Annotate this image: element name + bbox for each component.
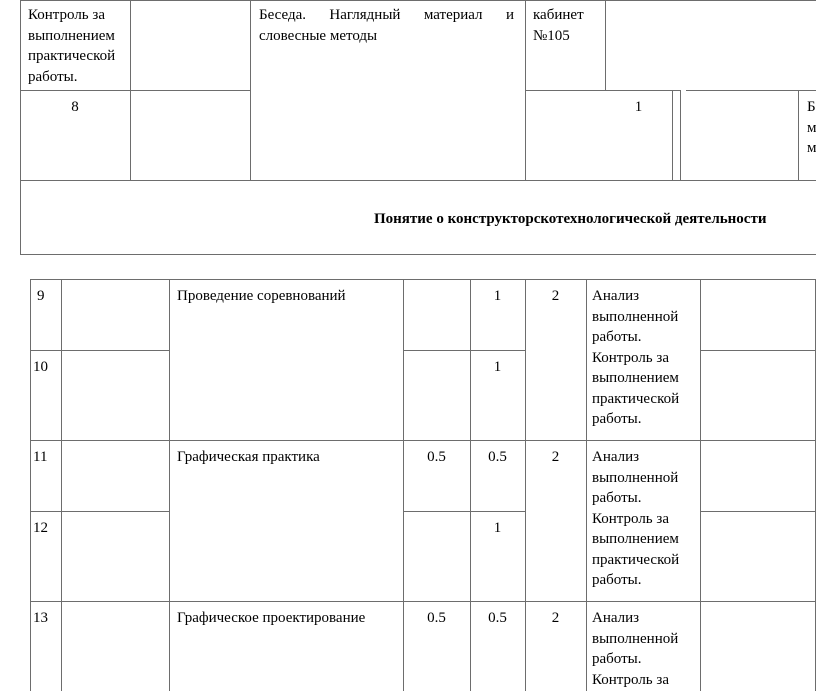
text-line: Контроль за xyxy=(592,349,669,366)
practice-hours: 1 xyxy=(493,520,502,536)
clipped-cell-text xyxy=(807,97,816,159)
text-line: Контроль за xyxy=(592,671,669,688)
grid-line xyxy=(403,279,404,691)
topic-cell: Графическое проектирование xyxy=(177,610,366,626)
theory-hours: 0.5 xyxy=(427,610,446,626)
grid-line xyxy=(686,90,816,91)
grid-line xyxy=(30,279,31,691)
grid-line xyxy=(525,90,680,91)
grid-line xyxy=(30,350,169,351)
total-hours: 2 xyxy=(551,288,560,304)
control-cell-text xyxy=(28,5,115,87)
text-line: Анализ xyxy=(592,288,640,304)
practice-hours: 0.5 xyxy=(488,610,507,626)
grid-line xyxy=(20,0,21,255)
text-line: выполнением xyxy=(28,27,115,44)
practice-hours: 0.5 xyxy=(488,449,507,465)
row-number: 12 xyxy=(33,520,48,536)
grid-line xyxy=(30,601,816,602)
text-line: практической xyxy=(28,48,116,64)
text-line: №105 xyxy=(533,27,570,44)
grid-line xyxy=(672,90,673,181)
grid-line xyxy=(30,279,816,280)
text-line: словесные методы xyxy=(259,27,378,44)
grid-line xyxy=(605,0,606,91)
grid-line xyxy=(20,180,816,181)
grid-line xyxy=(61,279,62,691)
grid-line xyxy=(30,511,169,512)
text-line: Контроль за xyxy=(28,7,105,23)
topic-cell: Проведение соревнований xyxy=(177,288,346,304)
text-line: выполнением xyxy=(592,531,679,547)
section-title: Понятие о конструкторскотехнологической деятельности xyxy=(374,211,767,227)
hours-value: 1 xyxy=(634,99,643,115)
text-line: м xyxy=(807,119,816,136)
theory-hours: 0.5 xyxy=(427,449,446,465)
grid-line xyxy=(700,279,701,691)
grid-line xyxy=(403,350,525,351)
grid-line xyxy=(700,350,816,351)
row-number: 8 xyxy=(71,99,79,115)
text-line: работы. xyxy=(28,68,78,85)
text-line: работы. xyxy=(592,411,642,427)
location-cell-text xyxy=(533,5,584,46)
grid-line xyxy=(20,90,251,91)
text-line: работы. xyxy=(592,329,642,345)
row-number: 9 xyxy=(37,288,45,304)
grid-line xyxy=(586,279,587,691)
grid-line xyxy=(130,0,131,181)
grid-line xyxy=(403,511,525,512)
text-line: выполнением xyxy=(592,370,679,386)
total-hours: 2 xyxy=(551,449,560,465)
text-line: м xyxy=(807,140,816,156)
text-line: кабинет xyxy=(533,7,584,23)
grid-line xyxy=(169,279,170,691)
practice-hours: 1 xyxy=(493,288,502,304)
grid-line xyxy=(700,511,816,512)
text-line: выполненной xyxy=(592,308,679,325)
text-line: Б xyxy=(807,99,816,115)
grid-line xyxy=(30,440,816,441)
text-line: выполненной xyxy=(592,630,679,647)
method-cell-text xyxy=(259,5,514,46)
control-cell-text xyxy=(592,608,678,690)
grid-line xyxy=(680,90,681,181)
text-line: Анализ xyxy=(592,610,640,626)
text-line: работы. xyxy=(592,651,642,667)
row-number: 13 xyxy=(33,610,48,626)
text-line: практической xyxy=(592,551,680,568)
text-line: выполненной xyxy=(592,469,679,486)
practice-hours: 1 xyxy=(493,359,502,375)
grid-line xyxy=(525,0,526,181)
grid-line xyxy=(525,279,526,691)
total-hours: 2 xyxy=(551,610,560,626)
text-line: Беседа. Наглядный материал и xyxy=(259,7,514,23)
control-cell-text xyxy=(592,447,679,591)
text-line: практической xyxy=(592,390,680,407)
grid-line xyxy=(798,90,799,181)
topic-cell: Графическая практика xyxy=(177,449,320,465)
text-line: работы. xyxy=(592,572,642,588)
grid-line xyxy=(250,0,251,181)
control-cell-text xyxy=(592,286,679,430)
text-line: Контроль за xyxy=(592,510,669,527)
row-number: 10 xyxy=(33,359,48,375)
row-number: 11 xyxy=(33,449,48,465)
grid-line xyxy=(470,279,471,691)
text-line: работы. xyxy=(592,490,642,506)
grid-line xyxy=(20,254,816,255)
grid-line xyxy=(20,0,816,1)
text-line: Анализ xyxy=(592,449,640,465)
